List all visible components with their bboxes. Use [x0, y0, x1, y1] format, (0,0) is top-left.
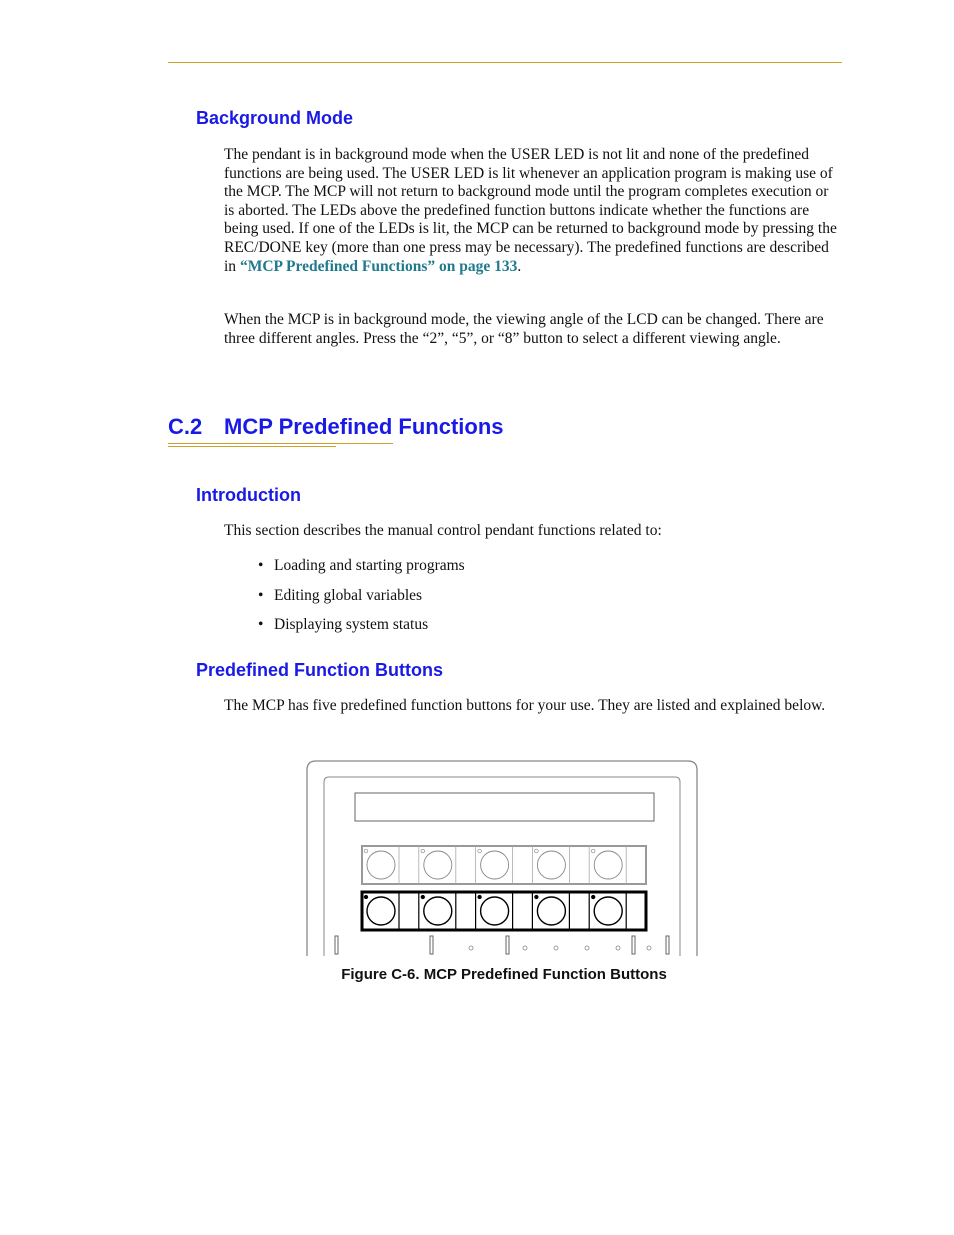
function-button-led [591, 895, 595, 899]
section-title: MCP Predefined Functions [224, 414, 504, 439]
soft-key-row [362, 846, 646, 884]
bottom-leds [469, 946, 651, 950]
soft-key-key [537, 851, 565, 879]
paragraph-text: The pendant is in background mode when the USER LED is not lit and none of the predefined functions are being used. The USER LED is lit whenever an application program is making use of the MCP. The MCP will not return to background mode until the program completes execution or is aborted. The LEDs above the predefined function buttons indicate whether the functions are being used. If one of the LEDs is lit, the MCP can be returned to background mode by pressing the REC/DONE key (more than one press may be necessary). The predefined functions are described in [224, 146, 837, 275]
led [469, 946, 473, 950]
function-button-led [421, 895, 425, 899]
slot [632, 936, 635, 954]
function-button-key [481, 897, 509, 925]
section-heading-c2 [168, 413, 504, 441]
led [647, 946, 651, 950]
list-item: • Editing global variables [258, 586, 423, 604]
soft-key-key [424, 851, 452, 879]
bottom-slots [335, 936, 669, 954]
led [616, 946, 620, 950]
mcp-pendant-figure [306, 760, 698, 956]
heading-background-mode: Background Mode [196, 108, 354, 128]
soft-key-led [591, 849, 595, 853]
paragraph-background-mode-2: When the MCP is in background mode, the viewing angle of the LCD can be changed. There are three different angles. Press the “2”, “5”, or “8” button to select a different viewing angle. [224, 311, 824, 347]
bullet: • [258, 586, 264, 604]
slot [666, 936, 669, 954]
paragraph-introduction: This section describes the manual control pendant functions related to: [224, 522, 662, 539]
function-button-led [478, 895, 482, 899]
bullet: • [258, 616, 264, 633]
figure-caption: Figure C-6. MCP Predefined Function Buttons [341, 966, 667, 983]
slot [335, 936, 338, 954]
paragraph-predefined-buttons: The MCP has five predefined function buttons for your use. They are listed and explained below. [224, 697, 826, 714]
led [554, 946, 558, 950]
soft-key-led [478, 849, 482, 853]
function-button-key [537, 897, 565, 925]
led [523, 946, 527, 950]
lcd-display [355, 793, 654, 821]
slot [506, 936, 509, 954]
led [585, 946, 589, 950]
header-rule [168, 62, 842, 63]
list-item: • Loading and starting programs [258, 557, 465, 574]
section-rule [168, 443, 393, 444]
function-button-key [594, 897, 622, 925]
function-button-led [535, 895, 539, 899]
slot [430, 936, 433, 954]
bullet: • [258, 557, 264, 574]
function-button-row [362, 892, 646, 930]
function-button-led [364, 895, 368, 899]
section-number: C.2 [168, 414, 203, 439]
heading-introduction: Introduction [196, 485, 301, 505]
soft-key-led [364, 849, 368, 853]
soft-key-key [481, 851, 509, 879]
soft-key-led [421, 849, 425, 853]
paragraph-background-mode-1 [224, 146, 842, 276]
section-rule-short [168, 446, 336, 447]
paragraph-end: . [517, 257, 522, 275]
cross-reference-link[interactable]: “MCP Predefined Functions” on page 133 [239, 257, 518, 275]
soft-key-key [594, 851, 622, 879]
function-button-key [367, 897, 395, 925]
function-button-key [424, 897, 452, 925]
list-item: • Displaying system status [258, 616, 429, 633]
heading-predefined-function-buttons: Predefined Function Buttons [196, 660, 443, 680]
bullet-list [258, 556, 465, 645]
soft-key-key [367, 851, 395, 879]
soft-key-led [535, 849, 539, 853]
